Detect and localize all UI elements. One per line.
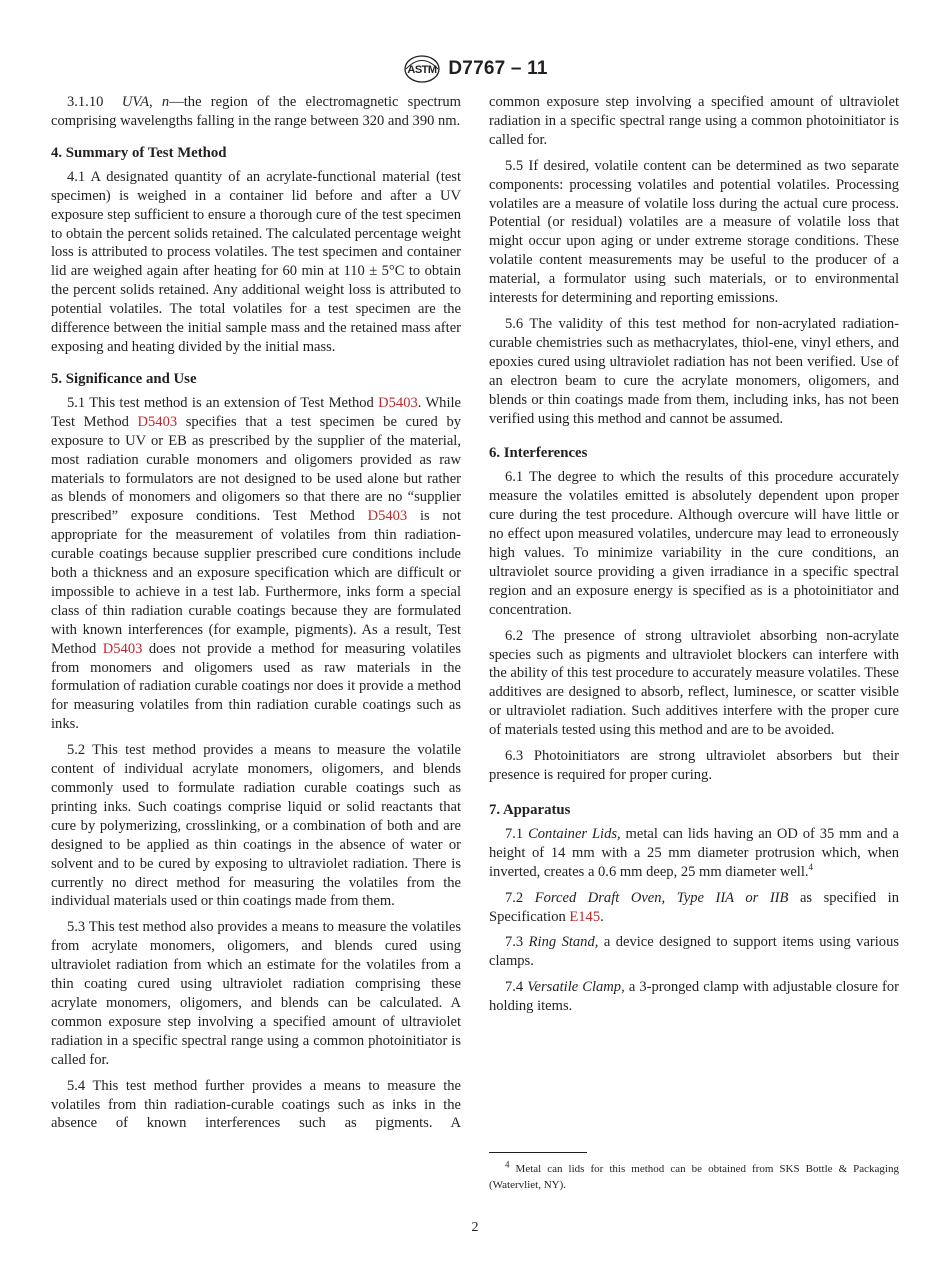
paragraph-7-2 — [489, 889, 899, 927]
link-d5403[interactable]: D5403 — [102, 640, 143, 657]
paragraph-6-1: 6.1 The degree to which the results of this procedure accurately measure the volatiles emitted is absolutely dependent upon proper cure during the test procedure. Although overcure will have little or no effect upon measured volatiles, undercure may lead to erroneously high values. To minimize variability in the cure conditions, an ultraviolet source providing a given irradiance in a specific spectral region and an exposure energy is specified as is a photoinitiator and concentration. — [489, 469, 899, 618]
footnote-divider — [489, 1152, 587, 1153]
page-header — [0, 54, 950, 84]
paragraph-5-3: 5.3 This test method also provides a means to measure the volatiles from acrylate monomers, oligomers, and blends cured using ultraviolet radiation from which an estimate for the volatiles from a thin coating cured using ultraviolet radiation comprising these acrylate monomers, oligomers, and blends can be calculated. A common exposure step involving a specified amount of ultraviolet radiation in a specific spectral range using a common photoinitiator is called for. — [51, 919, 461, 1068]
text-run: a 3-pronged clamp with adjustable closure for holding items. — [489, 979, 899, 1015]
section-heading-7: 7. Apparatus — [489, 801, 571, 818]
paragraph-5-6: 5.6 The validity of this test method for non-acrylated radiation-curable chemistries such as methacrylates, thiol-ene, vinyl ethers, and epoxies cured using ultraviolet radiation has not been verified. Use of an electron beam to cure the acrylate monomers, oligomers, and blends or thin coatings made from them, including inks, has not been verified using this method and cannot be assumed. — [489, 315, 899, 427]
defined-term: Versatile Clamp, — [527, 979, 625, 996]
text-run: is not appropriate for the measurement of volatiles from thin radiation-curable coatings because supplier prescribed cure conditions include both a thickness and an exposure specification which are difficult or impossible to achieve in a test lab. Furthermore, inks form a special class of thin radiation curable coatings because they are formulated with known interferences (for example, pigments). As a result, Test Method — [51, 508, 461, 657]
section-heading-4: 4. Summary of Test Method — [51, 144, 227, 161]
link-e145[interactable]: E145 — [569, 908, 601, 925]
paragraph-5-1 — [51, 394, 461, 734]
paragraph-5-5: 5.5 If desired, volatile content can be determined as two separate components: processing volatiles and potential volatiles. Processing volatiles are a measure of volatile loss during the actual cure process. Potential (or residual) volatiles are a measure of volatile loss that might occur upon aging or under extreme storage conditions. These volatile content measurements may be useful to the producer of a material, a formulator using such materials, or to environmental interests for determining and reporting emissions. — [489, 157, 899, 307]
link-d5403[interactable]: D5403 — [137, 413, 178, 430]
text-run: metal can lids having an OD of 35 mm and a height of 14 mm with a 25 mm diameter protrusion which, when inverted, creates a 0.6 mm deep, 25 mm diameter well. — [489, 825, 900, 880]
paragraph-4-1: 4.1 A designated quantity of an acrylate-functional material (test specimen) is weighed in a container lid before and after a UV exposure step sufficient to ensure a thorough cure of the test specimen to obtain the percent solids retained. The calculated percentage weight loss is attributed to process volatiles. The test specimen and container lid are weighed again after heating for 60 min at 110 ± 5°C to obtain the percent solids retained. Any additional weight loss is attributed to potential volatiles. The total volatiles for a test specimen are the difference between the initial sample mass and the retained mass after exposing and heating divided by the initial mass. — [51, 168, 461, 355]
link-d5403[interactable]: D5403 — [367, 508, 408, 525]
clause-number: 7.1 — [505, 825, 529, 842]
paragraph-6-3: 6.3 Photoinitiators are strong ultraviolet absorbers but their presence is required for proper curing. — [489, 748, 899, 783]
text-run: . While Test Method — [51, 394, 461, 430]
text-run: a device designed to support items using various clamps. — [489, 934, 899, 970]
link-d5403[interactable]: D5403 — [378, 394, 418, 411]
astm-logo-icon — [402, 54, 442, 84]
document-id: D7767 – 11 — [448, 58, 548, 79]
text-run: specifies that a test specimen be cured by exposure to UV or EB as prescribed by the supplier of the material, most radiation curable monomers and oligomers provided as raw materials to formulators are not designed to be used alone but rather as blends of monomers and oligomers so that there are no “supplier prescribed” exposure conditions. Test Method — [51, 413, 461, 525]
right-column — [489, 93, 899, 1023]
section-heading-5: 5. Significance and Use — [51, 370, 197, 387]
clause-number: 7.4 — [505, 979, 528, 996]
clause-number: 3.1.10 — [67, 94, 104, 110]
clause-number: 7.2 — [505, 889, 535, 906]
paragraph-5-4-start: 5.4 This test method further provides a means to measure the volatiles from thin radiation-curable coatings such as inks in the absence of known interferences such as pigments. A — [51, 1077, 461, 1132]
footnote-4 — [489, 1161, 899, 1193]
footnote-marker: 4 — [505, 1159, 510, 1170]
paragraph-7-1 — [489, 825, 899, 882]
svg-text:ASTM: ASTM — [407, 64, 437, 76]
footnote-body — [489, 1161, 899, 1193]
paragraph-5-4-continued: common exposure step involving a specified amount of ultraviolet radiation in a specific spectral range using a common photoinitiator is called for. — [489, 94, 899, 148]
section-heading-6: 6. Interferences — [489, 445, 588, 462]
text-run: as specified in Specification — [489, 889, 900, 925]
paragraph-5-2: 5.2 This test method provides a means to measure the volatile content of individual acrylate monomers, oligomers, and blends commonly used to formulate radiation curable coatings such as printing inks. Such coatings comprise liquid or solid reactants that cure by polymerizing, crosslinking, or a combination of both and are designed to be applied as thin coatings in the absence of water or solvent and to be cured by exposing to ultraviolet radiation. There is currently no direct method for measuring the volatiles from the individual materials used or thin coatings made from them. — [51, 742, 461, 910]
paragraph-7-3 — [489, 933, 899, 971]
defined-term: Container Lids, — [528, 825, 621, 842]
defined-term: Forced Draft Oven, Type IIA or IIB — [534, 889, 789, 906]
text-run: does not provide a method for measuring volatiles from monomers and oligomers used as raw materials in the formulation of radiation curable coatings nor does it provide a method for measuring volatiles from thin radiation curable coatings such as inks. — [51, 640, 462, 733]
footnote-text: Metal can lids for this method can be obtained from SKS Bottle & Packaging (Watervliet, NY). — [489, 1163, 899, 1191]
defined-term: UVA, n — [121, 94, 170, 110]
paragraph-7-4 — [489, 978, 899, 1016]
defined-term: Ring Stand, — [528, 934, 599, 951]
footnote-reference[interactable]: 4 — [808, 861, 814, 872]
page-number: 2 — [471, 1220, 479, 1235]
left-column — [51, 93, 461, 1140]
paragraph-6-2: 6.2 The presence of strong ultraviolet absorbing non-acrylate species such as pigments and ultraviolet blockers can interfere with the ability of this test procedure to accurately measure volatiles. These additives are designed to absorb, reflect, luminesce, or scatter visible or ultraviolet radiation. Such additives interfere with the proper cure of materials tested using this method and are to be avoided. — [489, 627, 899, 739]
text-run: . — [600, 908, 604, 925]
definition-3-1-10 — [51, 93, 461, 131]
clause-number: 7.3 — [505, 934, 529, 951]
definition-text: —the region of the electromagnetic spectrum comprising wavelengths falling in the range between 320 and 390 nm. — [51, 94, 461, 129]
text-run: 5.1 This test method is an extension of Test Method — [67, 394, 379, 411]
